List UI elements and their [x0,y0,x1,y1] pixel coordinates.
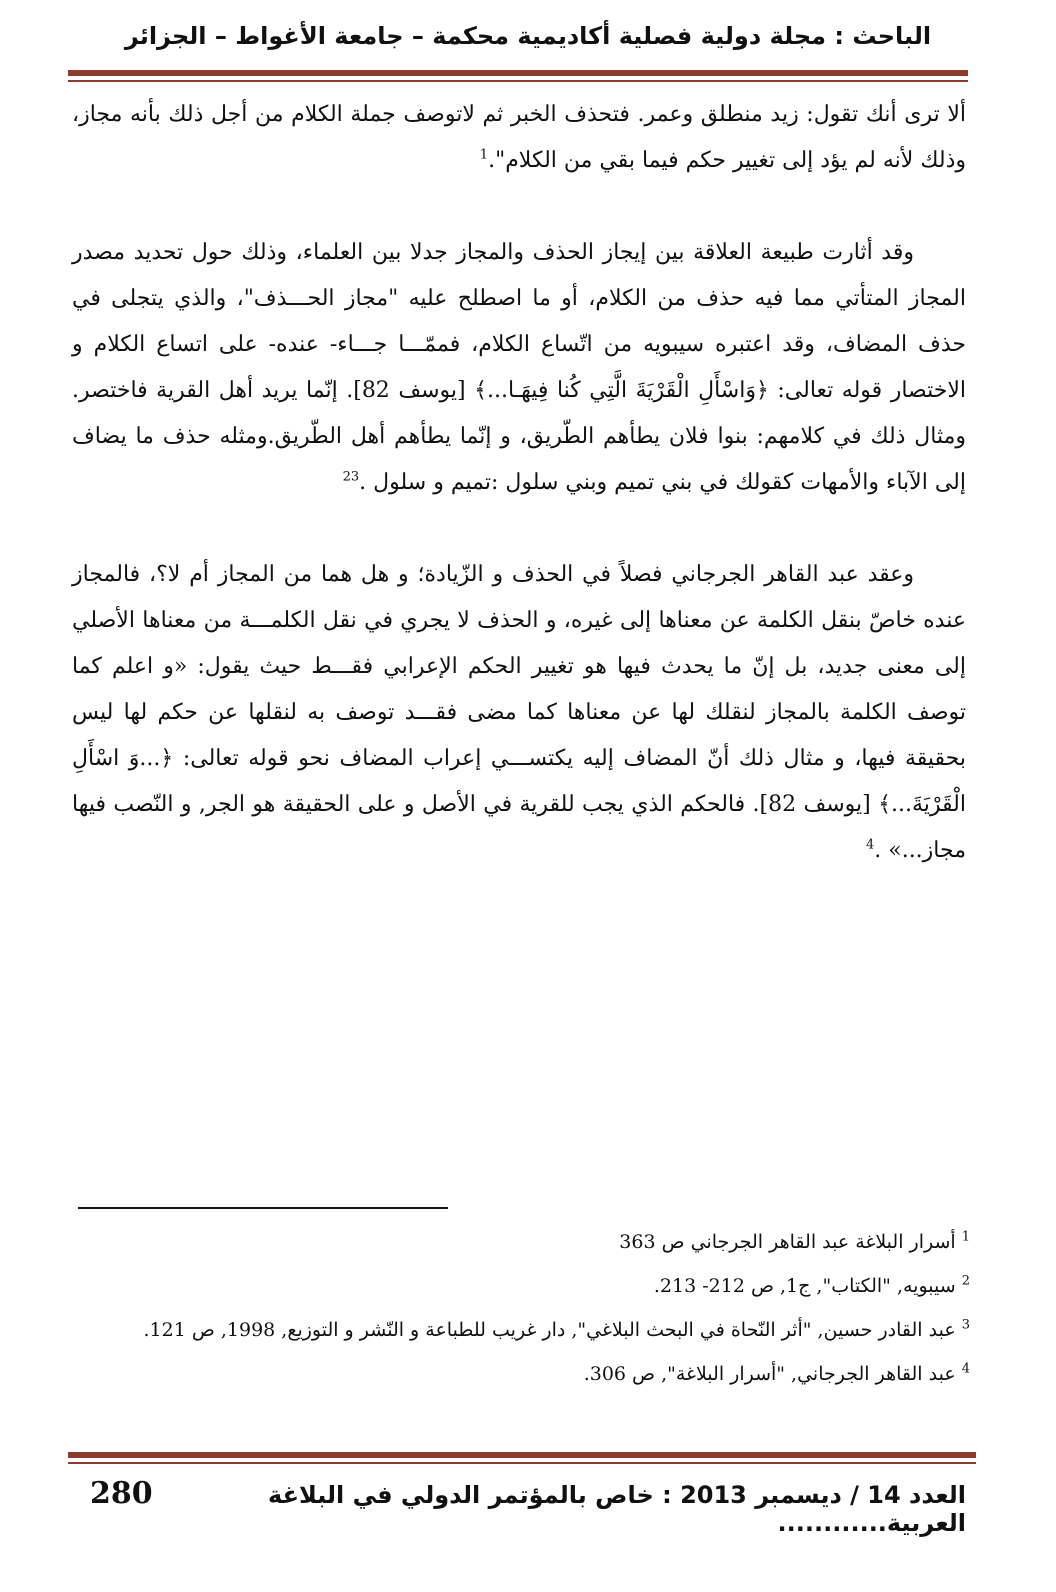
footnote-ref-2[interactable]: 2 [342,469,351,485]
paragraph-2 [72,230,966,506]
footnote-number: 2 [961,1273,970,1289]
footnote-2 [78,1266,970,1306]
footnote-ref-3[interactable]: 3 [350,469,360,485]
footer-rule-thick [68,1452,976,1458]
footnote-text: أسرار البلاغة عبد القاهر الجرجاني ص 363 [619,1231,956,1253]
page-footer [90,1476,966,1537]
footnote-4 [78,1354,970,1394]
footnote-text: عبد القاهر الجرجاني, "أسرار البلاغة", ص 306. [583,1363,956,1385]
footnote-text: سيبويه, "الكتاب", ج1, ص 212- 213. [653,1275,956,1297]
journal-header-title: الباحث : مجلة دولية فصلية أكاديمية محكمة – جامعة الأغواط – الجزائر [124,22,932,50]
paragraph-3 [72,552,966,874]
header-rule-thin [68,80,968,82]
footnote-number: 4 [961,1361,970,1377]
issue-info: العدد 14 / ديسمبر 2013 : خاص بالمؤتمر الدولي في البلاغة العربية............ [268,1481,966,1537]
footnotes-section [78,1222,970,1398]
paragraph-2-text: وقد أثارت طبيعة العلاقة بين إيجاز الحذف والمجاز جدلا بين العلماء، وذلك حول تحديد مصدر المجاز المتأتي مما فيه حذف من الكلام، أو ما اصطلح عليه "مجاز الحـــذف"، والذي يتجلى في حذف المضاف، وقد اعتبره سيبويه من اتّساع الكلام، فممّـــا جـــاء- عنده- على اتساع الكلام و الاختصار قوله تعالى: ﴿وَاسْأَلِ الْقَرْيَةَ الَّتِي كُنا فِيهَـا...﴾ [يوسف 82]. إنّما يريد أهل القرية فاختصر. ومثال ذلك في كلامهم: بنوا فلان يطأهم الطّريق، و إنّما يطأهم أهل الطّريق.ومثله حذف ما يضاف إلى الآباء والأمهات كقولك في بني تميم وبني سلول :تميم و سلول . [72,240,966,495]
footnote-ref-4[interactable]: 4 [865,837,875,853]
paragraph-1 [72,92,966,184]
footnote-ref-1[interactable]: 1 [479,147,489,163]
header-rule-thick [68,70,968,76]
paragraph-3-text: وعقد عبد القاهر الجرجاني فصلاً في الحذف و الزّيادة؛ و هل هما من المجاز أم لا؟، فالمجاز عنده خاصّ بنقل الكلمة عن معناها إلى غيره، و الحذف لا يجري في نقل الكلمـــة من معناها الأصلي إلى معنى جديد، بل إنّ ما يحدث فيها هو تغيير الحكم الإعرابي فقـــط حيث يقول: «و اعلم كما توصف الكلمة بالمجاز لنقلك لها عن معناها كما مضى فقـــد توصف به لنقلها عن حكم لها ليس بحقيقة فيها، و مثال ذلك أنّ المضاف إليه يكتســـي إعراب المضاف نحو قوله تعالى: ﴿...وَ اسْأَلِ الْقَرْيَةَ...﴾ [يوسف 82]. فالحكم الذي يجب للقرية في الأصل و على الحقيقة هو الجر, و النّصب فيها مجاز...» . [72,562,966,863]
footnote-number: 1 [961,1229,970,1245]
page-number: 280 [90,1476,153,1511]
footer-rule-thin [68,1462,976,1464]
footnote-number: 3 [961,1317,970,1333]
footnote-text: عبد القادر حسين, "أثر النّحاة في البحث البلاغي", دار غريب للطباعة و النّشر و التوزيع, 1998, ص 121. [143,1319,956,1341]
article-body [72,92,966,920]
footnote-1 [78,1222,970,1262]
paragraph-1-text: ألا ترى أنك تقول: زيد منطلق وعمر. فتحذف الخبر ثم لاتوصف جملة الكلام من أجل ذلك بأنه مجاز، وذلك لأنه لم يؤد إلى تغيير حكم فيما بقي من الكلام". [72,102,966,173]
footnote-3 [78,1310,970,1350]
footnote-separator [78,1207,448,1209]
